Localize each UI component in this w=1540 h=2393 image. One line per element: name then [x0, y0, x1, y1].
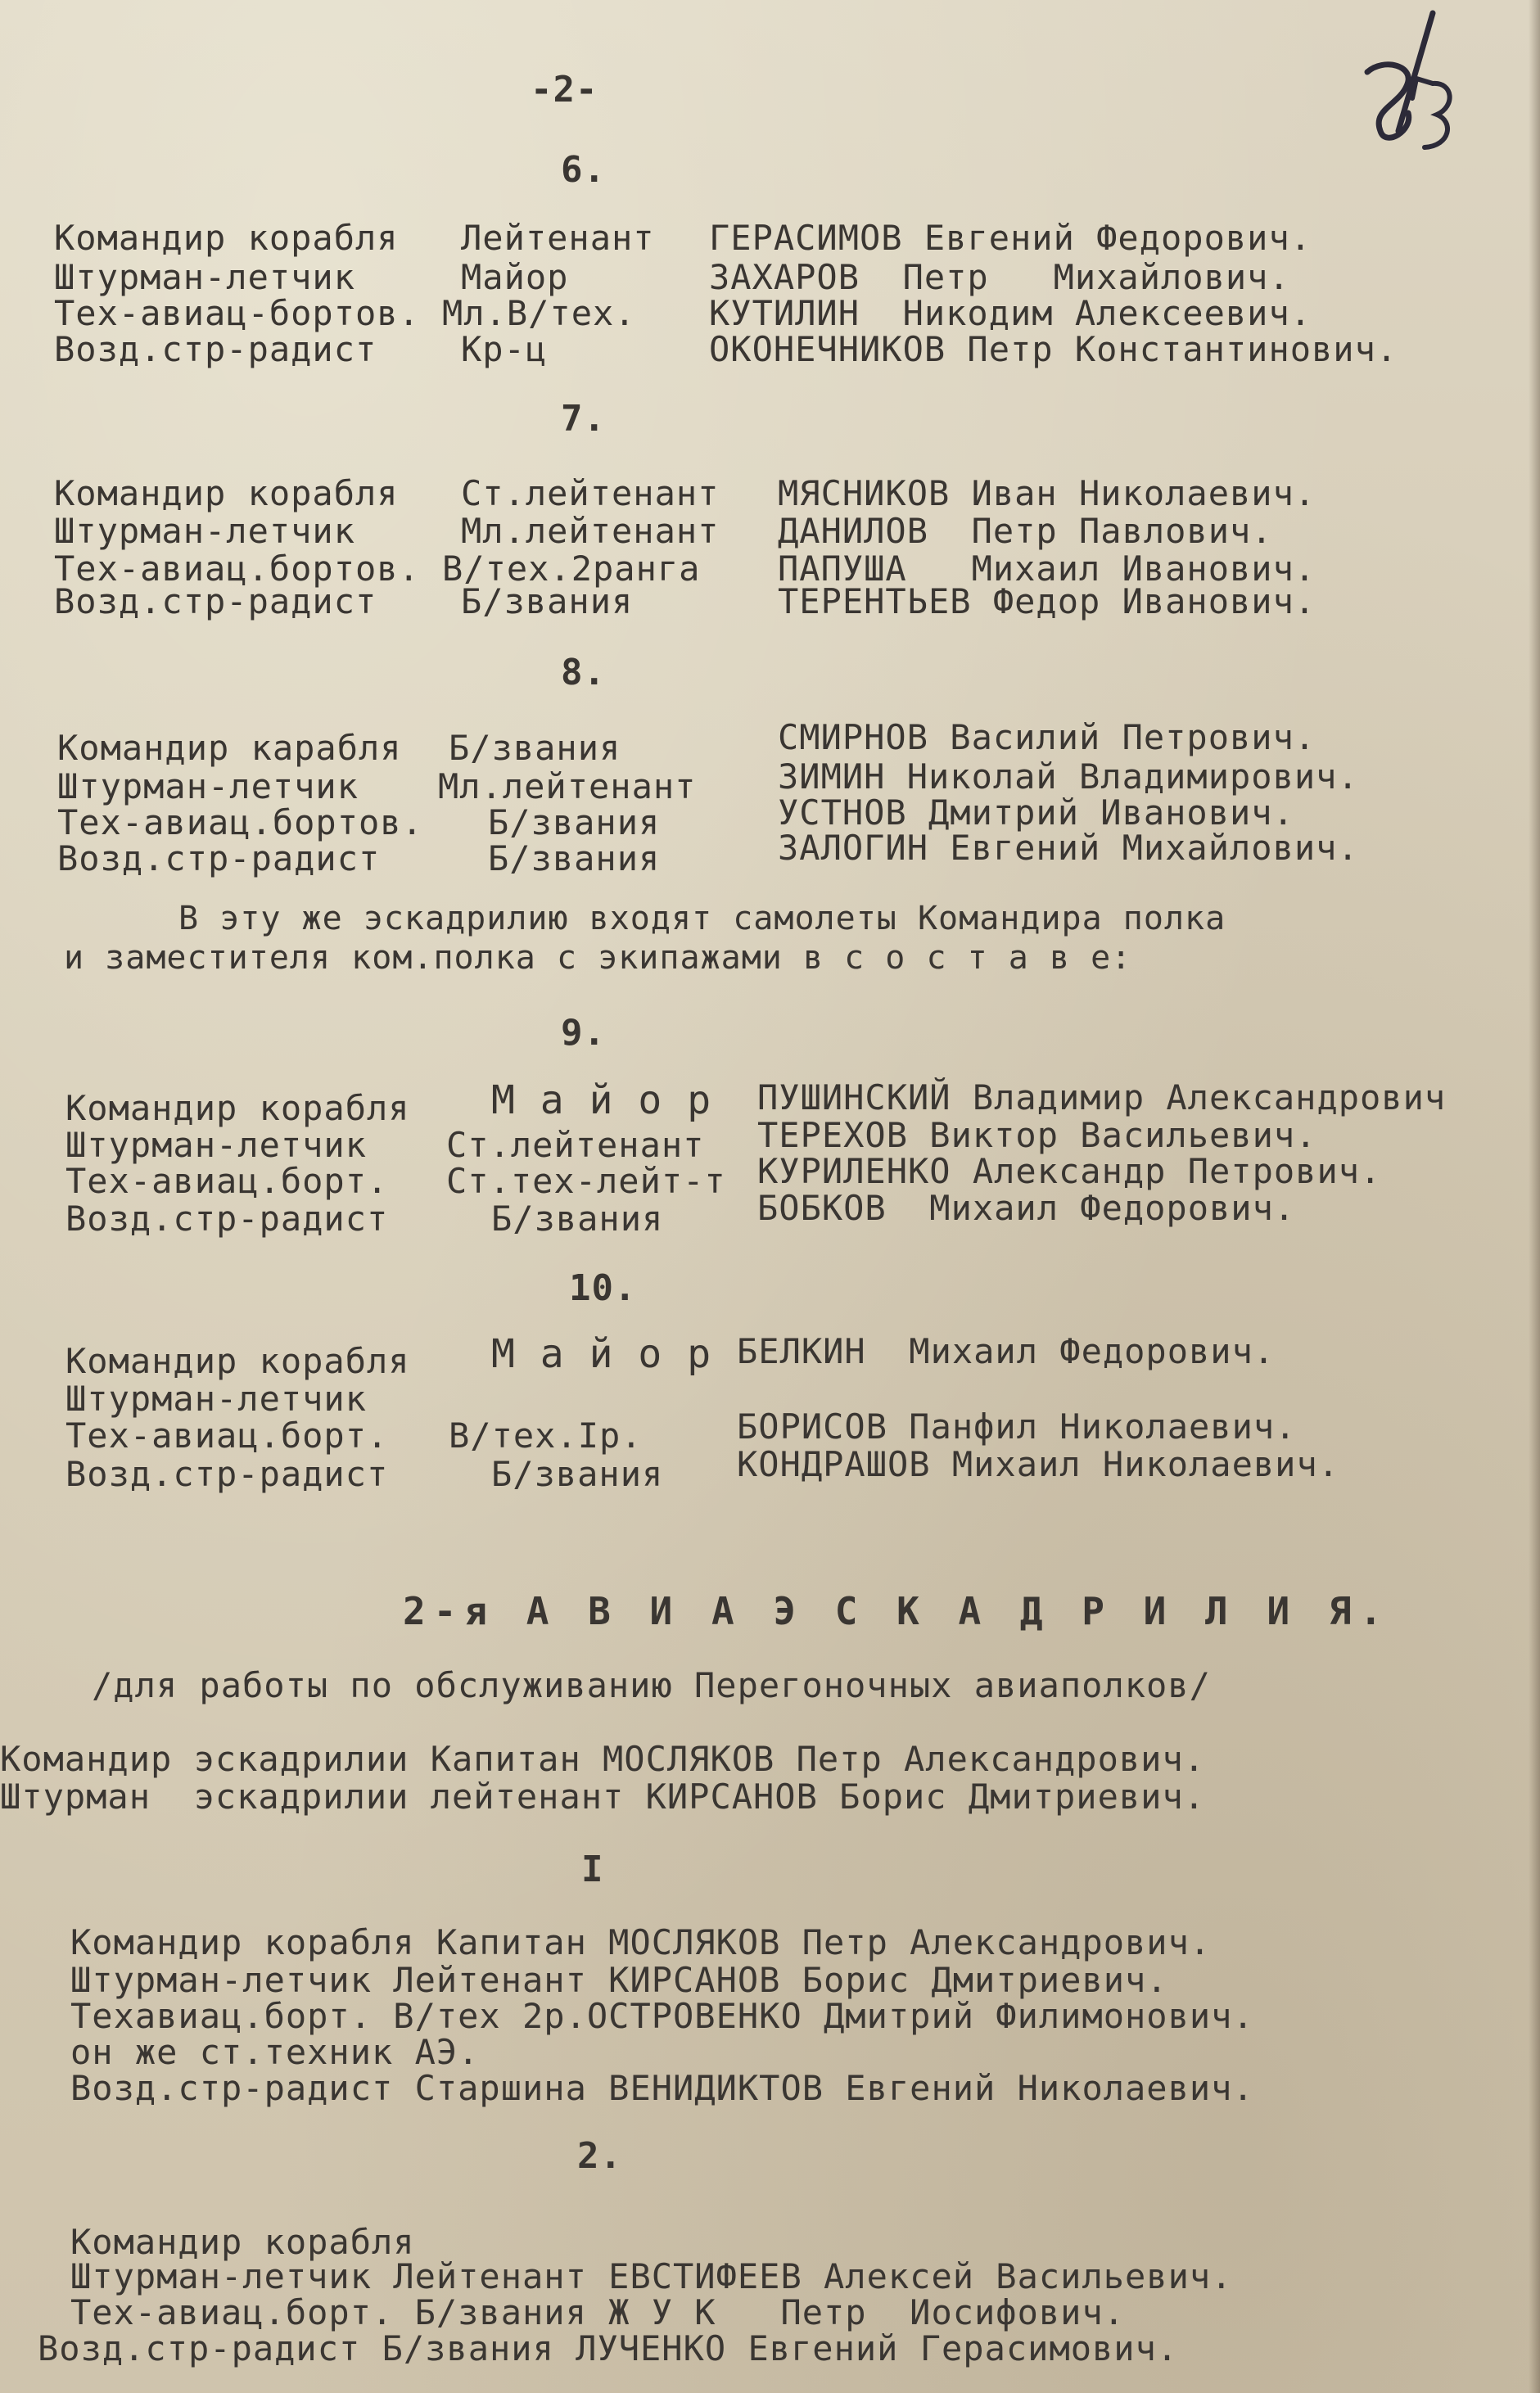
crew-rank: М а й о р: [491, 1077, 712, 1123]
crew-line: Возд.стр-радист Старшина ВЕНИДИКТОВ Евгений Николаевич.: [70, 2068, 1254, 2108]
crew-rank: Ст.тех-лейт-т: [446, 1161, 726, 1201]
crew-name: ПАПУША Михаил Иванович.: [778, 549, 1316, 589]
crew-rank: Кр-ц: [461, 329, 548, 369]
crew-rank: Б/звания: [461, 581, 634, 621]
crew-rank: Б/звания: [488, 838, 661, 878]
crew-rank: Мл.лейтенант: [461, 511, 720, 551]
crew-role: Возд.стр-радист: [65, 1199, 389, 1239]
crew-role: Возд.стр-радист: [57, 838, 381, 878]
crew-rank: В/тех.Iр.: [449, 1415, 643, 1456]
crew-role: Возд.стр-радист: [54, 581, 377, 621]
crew-line: Возд.стр-радист Б/звания ЛУЧЕНКО Евгений Герасимович.: [38, 2328, 1179, 2368]
crew-name: ЗАЛОГИН Евгений Михайлович.: [778, 828, 1359, 868]
group-number-I: I: [581, 1849, 604, 1890]
crew-name: КУРИЛЕНКО Александр Петрович.: [757, 1151, 1382, 1191]
paragraph-line: В эту же эскадрилию входят самолеты Командира полка: [178, 900, 1226, 937]
crew-role: Возд.стр-радист: [65, 1454, 389, 1494]
crew-role: Командир корабля: [65, 1088, 410, 1128]
group-number-2: 2.: [577, 2135, 622, 2177]
crew-line: Техавиац.борт. В/тех 2р.ОСТРОВЕНКО Дмитрий Филимонович.: [70, 1996, 1254, 2036]
crew-rank: Мл.В/тех.: [442, 293, 636, 333]
crew-name: УСТНОВ Дмитрий Иванович.: [778, 792, 1294, 833]
crew-role: Тех-авиац.борт.: [65, 1415, 389, 1456]
crew-name: БОРИСОВ Панфил Николаевич.: [737, 1406, 1297, 1447]
crew-line: Командир корабля: [70, 2222, 415, 2262]
handwritten-signature: [1310, 8, 1457, 205]
crew-rank: М а й о р: [491, 1331, 712, 1377]
crew-rank: Майор: [461, 257, 569, 297]
crew-name: КУТИЛИН Никодим Алексеевич.: [709, 293, 1312, 333]
crew-line: Тех-авиац.борт. Б/звания Ж У К Петр Иосифович.: [70, 2292, 1126, 2332]
crew-name: БОБКОВ Михаил Федорович.: [757, 1188, 1296, 1228]
crew-role: Штурман-летчик: [57, 766, 359, 806]
crew-rank: Б/звания: [491, 1454, 664, 1494]
crew-name: ТЕРЕХОВ Виктор Васильевич.: [757, 1115, 1317, 1155]
section-subtitle: /для работы по обслуживанию Перегоночных авиаполков/: [92, 1665, 1211, 1705]
crew-role: Штурман-летчик: [54, 511, 356, 551]
group-number-10: 10.: [569, 1267, 637, 1309]
crew-name: СМИРНОВ Василий Петрович.: [778, 717, 1316, 757]
crew-rank: Лейтенант: [461, 218, 655, 258]
crew-role: Возд.стр-радист: [54, 329, 377, 369]
crew-name: ЗАХАРОВ Петр Михайлович.: [709, 257, 1290, 297]
crew-rank: Б/звания: [488, 802, 661, 842]
crew-role: Командир корабля: [54, 218, 399, 258]
crew-rank: Ст.лейтенант: [461, 473, 720, 513]
crew-name: КОНДРАШОВ Михаил Николаевич.: [737, 1444, 1340, 1484]
crew-role: Тех-авиац.бортов.: [57, 802, 423, 842]
crew-name: БЕЛКИН Михаил Федорович.: [737, 1331, 1276, 1371]
crew-role: Командир корабля: [54, 473, 399, 513]
crew-line: он же ст.техник АЭ.: [70, 2032, 480, 2072]
crew-name: ДАНИЛОВ Петр Павлович.: [778, 511, 1273, 551]
crew-line: Штурман-летчик Лейтенант ЕВСТИФЕЕВ Алексей Васильевич.: [70, 2256, 1233, 2296]
crew-line: Командир корабля Капитан МОСЛЯКОВ Петр Александрович.: [70, 1922, 1212, 1962]
section-title: 2-я А В И А Э С К А Д Р И Л И Я.: [403, 1589, 1391, 1633]
crew-role: Командир карабля: [57, 728, 402, 768]
crew-role: Штурман-летчик: [65, 1125, 368, 1165]
crew-rank: Б/звания: [491, 1199, 664, 1239]
crew-role: Командир корабля: [65, 1341, 410, 1381]
crew-role: Тех-авиац.борт.: [65, 1161, 389, 1201]
paragraph-line: и заместителя ком.полка с экипажами в с о с т а в е:: [64, 939, 1132, 977]
group-number-6: 6.: [561, 149, 606, 191]
crew-name: ГЕРАСИМОВ Евгений Федорович.: [709, 218, 1312, 258]
crew-role: Тех-авиац-бортов.: [54, 293, 420, 333]
crew-name: ПУШИНСКИЙ Владимир Александрович: [757, 1077, 1447, 1117]
crew-name: МЯСНИКОВ Иван Николаевич.: [778, 473, 1316, 513]
squadron-navigator-line: Штурман эскадрилии лейтенант КИРСАНОВ Борис Дмитриевич.: [0, 1777, 1206, 1817]
crew-name: ТЕРЕНТЬЕВ Федор Иванович.: [778, 581, 1316, 621]
group-number-7: 7.: [561, 398, 606, 440]
page-edge-shadow: [1529, 0, 1540, 2393]
crew-role: Тех-авиац.бортов.: [54, 549, 420, 589]
crew-name: ОКОНЕЧНИКОВ Петр Константинович.: [709, 329, 1398, 369]
crew-role: Штурман-летчик: [65, 1379, 368, 1419]
group-number-9: 9.: [561, 1012, 606, 1054]
crew-role: Штурман-летчик: [54, 257, 356, 297]
group-number-8: 8.: [561, 652, 606, 693]
crew-rank: В/тех.2ранга: [442, 549, 701, 589]
squadron-commander-line: Командир эскадрилии Капитан МОСЛЯКОВ Петр Александрович.: [0, 1739, 1206, 1779]
crew-name: ЗИМИН Николай Владимирович.: [778, 756, 1359, 797]
page-number: -2-: [531, 69, 598, 111]
crew-line: Штурман-летчик Лейтенант КИРСАНОВ Борис Дмитриевич.: [70, 1960, 1168, 2000]
crew-rank: Мл.лейтенант: [438, 766, 697, 806]
crew-rank: Б/звания: [449, 728, 621, 768]
crew-rank: Ст.лейтенант: [446, 1125, 705, 1165]
